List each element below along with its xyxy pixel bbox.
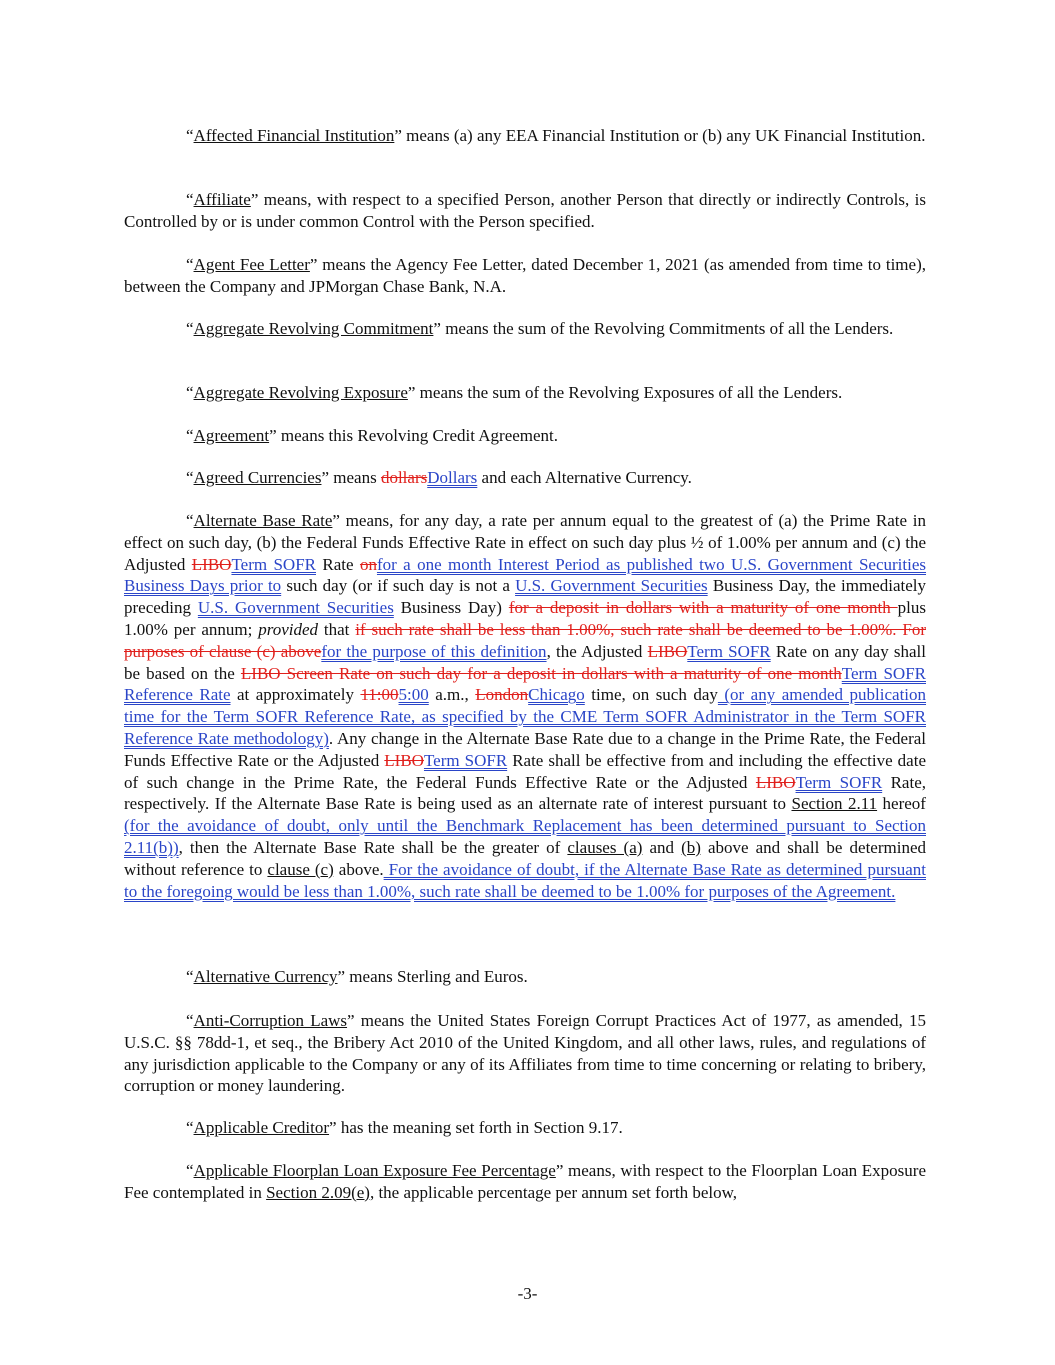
deleted-text: LIBO <box>384 750 424 770</box>
defined-term: Agent Fee Letter <box>193 255 310 274</box>
inserted-text: For the avoidance of doubt, if the Alternate Base Rate as determined pursuant to the foregoing would be less than 1.00%, such rate shall be deemed to be 1.00% for purposes of the Agreement. <box>124 859 926 901</box>
inserted-text: for the purpose of this definition <box>321 641 547 661</box>
inserted-text: Term SOFR <box>423 750 508 770</box>
defined-term: Affiliate <box>193 190 251 209</box>
inserted-text: Term SOFR Reference Rate <box>124 663 926 705</box>
definition-alternate-base-rate: “Alternate Base Rate” means, for any day, a rate per annum equal to the greatest of (a) the Prime Rate in effect on such day, (b) the Federal Funds Effective Rate in effect on such day plus ½ of 1.00% per annum and (c) the Adjusted LIBOTerm SOFR Rate onfor a one month Interest Period as published two U.S. Government Securities Business Days prior to such day (or if such day is not a U.S. Government Securities Business Day, the immediately preceding U.S. Government Securities Business Day) for a deposit in dollars with a maturity of one month plus 1.00% per annum; provided that if such rate shall be less than 1.00%, such rate shall be deemed to be 1.00%. For purposes of clause (c) abovefor the purpose of this definition, the Adjusted LIBOTerm SOFR Rate on any day shall be based on the LIBO Screen Rate on such day for a deposit in dollars with a maturity of one monthTerm SOFR Reference Rate at approximately 11:005:00 a.m., LondonChicago time, on such day (or any amended publication time for the Term SOFR Reference Rate, as specified by the CME Term SOFR Administrator in the Term SOFR Reference Rate methodology). Any change in the Alternate Base Rate due to a change in the Prime Rate, the Federal Funds Effective Rate or the Adjusted LIBOTerm SOFR Rate shall be effective from and including the effective date of such change in the Prime Rate, the Federal Funds Effective Rate or the Adjusted LIBOTerm SOFR Rate, respectively. If the Alternate Base Rate is being used as an alternate rate of interest pursuant to Section 2.11 hereof (for the avoidance of doubt, only until the Benchmark Replacement has been determined pursuant to Section 2.11(b)), then the Alternate Base Rate shall be the greater of clauses (a) and (b) above and shall be determined without reference to clause (c) above. For the avoidance of doubt, if the Alternate Base Rate as determined pursuant to the foregoing would be less than 1.00%, such rate shall be deemed to be 1.00% for purposes of the Agreement. <box>124 511 927 901</box>
deleted-text: LIBO <box>191 554 232 574</box>
inserted-text: Dollars <box>427 468 478 487</box>
defined-term: Anti-Corruption Laws <box>193 1011 348 1030</box>
definition-agreed-currencies: “Agreed Currencies” means dollarsDollars and each Alternative Currency. <box>186 468 692 487</box>
defined-term: Agreement <box>193 426 270 445</box>
inserted-text: 5:00 <box>398 685 429 705</box>
clause-reference: clause (c) <box>267 859 334 879</box>
deleted-text: for a deposit in dollars with a maturity of one month <box>508 598 898 618</box>
deleted-text: London <box>475 685 529 705</box>
section-reference: Section 2.11 <box>791 794 878 814</box>
definition-affected-financial-institution: “Affected Financial Institution” means (a) any EEA Financial Institution or (b) any UK Financial Institution. <box>186 126 926 145</box>
deleted-text: LIBO <box>647 641 688 661</box>
inserted-text: (for the avoidance of doubt, only until the Benchmark Replacement has been determined pursuant to Section 2.11(b)) <box>124 816 926 857</box>
definition-affiliate: “Affiliate” means, with respect to a specified Person, another Person that directly or indirectly Controls, is Controlled by or is under common Control with the Person specified. <box>124 190 926 231</box>
provided-italic: provided <box>258 619 319 639</box>
definition-agent-fee-letter: “Agent Fee Letter” means the Agency Fee Letter, dated December 1, 2021 (as amended from time to time), between the Company and JPMorgan Chase Bank, N.A. <box>124 255 926 296</box>
inserted-text: Chicago <box>528 685 585 705</box>
definition-alternative-currency: “Alternative Currency” means Sterling and Euros. <box>186 967 528 986</box>
defined-term: Agreed Currencies <box>193 468 322 487</box>
defined-term: Alternative Currency <box>193 967 338 986</box>
inserted-text: (or any amended publication time for the Term SOFR Reference Rate, as specified by the CME Term SOFR Administrator in the Term SOFR Reference Rate methodology) <box>124 685 927 748</box>
deleted-text: LIBO <box>755 772 796 792</box>
inserted-text: Term SOFR <box>795 772 883 792</box>
deleted-text: 11:00 <box>360 685 399 705</box>
defined-term: Affected Financial Institution <box>193 126 395 145</box>
definition-aggregate-revolving-exposure: “Aggregate Revolving Exposure” means the sum of the Revolving Exposures of all the Lenders. <box>186 383 843 402</box>
inserted-text: Term SOFR <box>231 554 316 574</box>
defined-term: Alternate Base Rate <box>193 511 333 530</box>
inserted-text: Term SOFR <box>687 641 771 661</box>
inserted-text: U.S. Government Securities <box>197 598 394 618</box>
definition-aggregate-revolving-commitment: “Aggregate Revolving Commitment” means the sum of the Revolving Commitments of all the Lenders. <box>186 319 894 338</box>
deleted-text: dollars <box>380 468 428 487</box>
definition-applicable-creditor: “Applicable Creditor” has the meaning set forth in Section 9.17. <box>186 1118 623 1137</box>
deleted-text: LIBO Screen Rate on such day for a deposit in dollars with a maturity of one month <box>240 663 842 683</box>
inserted-text: U.S. Government Securities <box>515 576 708 596</box>
inserted-text: for a one month Interest Period as published two U.S. Government Securities Business Days prior to <box>124 554 927 596</box>
defined-term: Aggregate Revolving Commitment <box>193 319 434 338</box>
defined-term: Applicable Floorplan Loan Exposure Fee Percentage <box>193 1161 556 1180</box>
section-reference: Section 2.09(e) <box>266 1182 370 1202</box>
definition-agreement: “Agreement” means this Revolving Credit Agreement. <box>186 426 559 445</box>
deleted-text: if such rate shall be less than 1.00%, such rate shall be deemed to be 1.00%. For purposes of clause (c) above <box>124 619 927 661</box>
defined-term: Aggregate Revolving Exposure <box>193 383 408 402</box>
clause-reference: clauses (a) <box>567 837 643 857</box>
definition-applicable-floorplan-fee: “Applicable Floorplan Loan Exposure Fee Percentage” means, with respect to the Floorplan Loan Exposure Fee contemplated in Section 2.09(e), the applicable percentage per annum set forth below, <box>124 1161 926 1202</box>
page-number: -3- <box>517 1284 538 1303</box>
clause-reference: (b) <box>681 837 701 857</box>
defined-term: Applicable Creditor <box>193 1118 330 1137</box>
definition-anti-corruption-laws: “Anti-Corruption Laws” means the United States Foreign Corrupt Practices Act of 1977, as amended, 15 U.S.C. §§ 78dd-1, et seq., the Bribery Act 2010 of the United Kingdom, and all other laws, rules, and regulations of any jurisdiction applicable to the Company or any of its Affiliates from time to time concerning or relating to bribery, corruption or money laundering. <box>124 1011 926 1096</box>
deleted-text: on <box>359 554 377 574</box>
